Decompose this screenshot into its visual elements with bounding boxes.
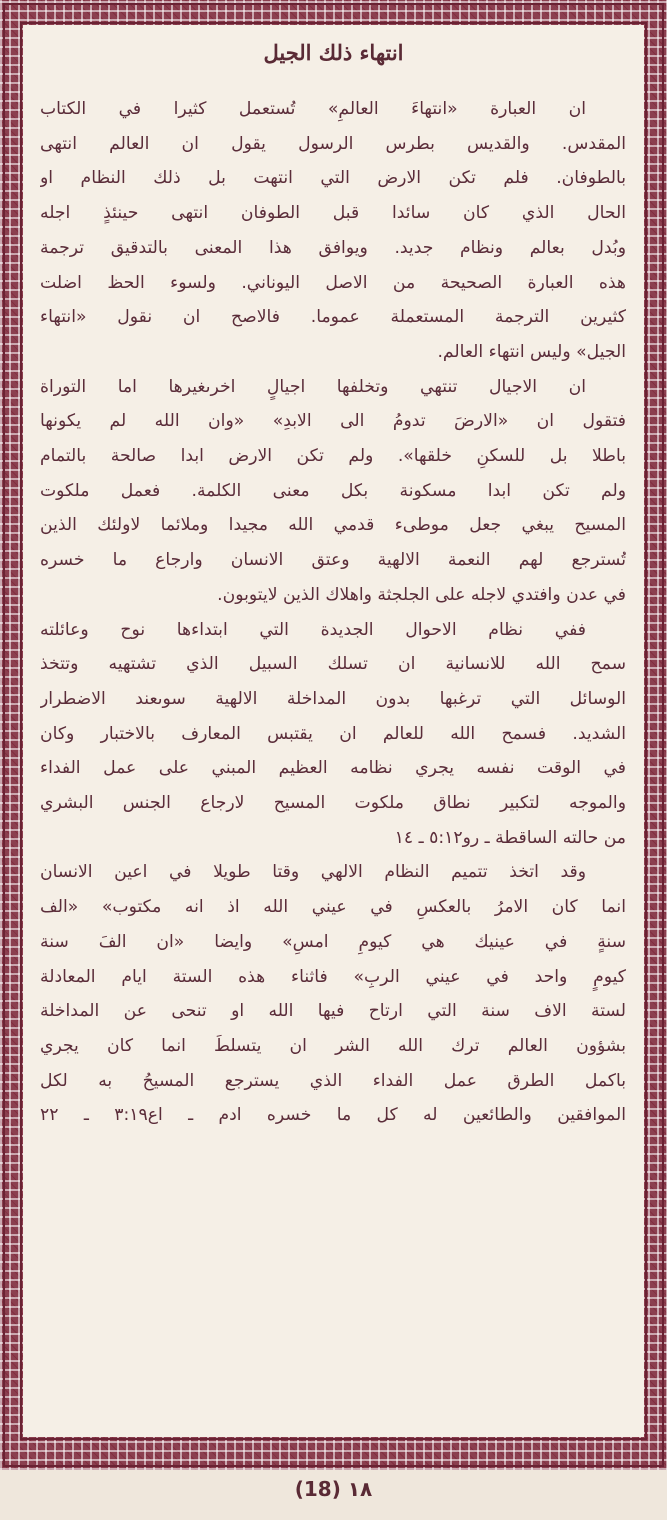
text-line: كيومٍ واحد في عيني الربِ» فاثناء هذه الستة ايام المعادلة — [40, 966, 626, 987]
text-line: انما كان الامرُ بالعكسِ في عيني الله اذ انه مكتوب» «الف — [40, 897, 626, 918]
text-line: من حالته الساقطة ـ رو٥:١٢ ـ ١٤ — [394, 827, 626, 848]
text-line: كثيرين الترجمة المستعملة عموما. فالاصح ان نقول «انتهاء — [40, 307, 626, 328]
text-line: الجيل» وليس انتهاء العالم. — [437, 341, 626, 362]
text-line: لستة الاف سنة التي ارتاح فيها الله او تنحى عن المداخلة — [40, 1001, 626, 1022]
text-line: وبُدل بعالم ونظام جديد. ويوافق هذا المعنى بالتدقيق ترجمة — [40, 237, 626, 258]
text-line: تُسترجع لهم النعمة الالهية وعتق الانسان وارجاع ما خسره — [40, 550, 626, 571]
text-line: في عدن وافتدي لاجله على الجلجثة واهلاك الذين لايتوبون. — [217, 584, 626, 605]
text-line: المسيح يبغي جعل موطىء قدمي الله مجيدا وملائما لاولئك الذين — [40, 515, 626, 536]
text-line: باكمل الطرق عمل الفداء الذي يسترجع المسيحُ به لكل — [40, 1070, 626, 1091]
text-line: سنةٍ في عينيك هي كيومِ امسِ» وايضا «ان الفَ سنة — [40, 931, 626, 952]
text-line: ففي نظام الاحوال الجديدة التي ابتداءها نوح وعائلته — [40, 619, 586, 640]
text-line: المقدس. والقديس بطرس الرسول يقول ان العالم انتهى — [40, 133, 626, 154]
text-line: ولم تكن ابدا مسكونة بكل معنى الكلمة. فعمل ملكوت — [40, 480, 626, 501]
text-line: الموافقين والطائعين له كل ما خسره ادم ـ اع٣:١٩ ـ ٢٢ — [40, 1105, 626, 1126]
text-line: وقد اتخذ تتميم النظام الالهي وقتا طويلا في اعين الانسان — [40, 862, 586, 883]
text-line: والموجه لتكبير نطاق ملكوت المسيح لارجاع الجنس البشري — [40, 793, 626, 814]
text-line: ان الاجيال تنتهي وتخلفها اجيالٍ اخرىغيرها اما التوراة — [40, 376, 586, 397]
text-line: باطلا بل للسكنِ خلقها». ولم تكن الارض ابدا صالحة بالتمام — [40, 446, 626, 467]
page-title: انتهاء ذلك الجيل — [263, 40, 404, 65]
text-line: بشؤون العالم ترك الله الشر ان يتسلطَ انما كان يجري — [40, 1035, 626, 1056]
text-line: سمح الله للانسانية ان تسلك السبيل الذي تشتهيه وتتخذ — [40, 654, 626, 675]
text-line: فتقول ان «الارضَ تدومُ الى الابدِ» «وان الله لم يكونها — [40, 411, 626, 432]
body-text — [40, 92, 626, 1133]
text-line: بالطوفان. فلم تكن الارض التي انتهت بل ذلك النظام او — [40, 168, 626, 189]
text-line: الشديد. فسمح الله للعالم ان يقتبس المعارف بالاختبار وكان — [40, 723, 626, 744]
text-line: ان العبارة «انتهاءَ العالمِ» تُستعمل كثيرا في الكتاب — [40, 99, 586, 119]
text-line: الحال الذي كان سائدا قبل الطوفان انتهى حينئذٍ اجله — [40, 203, 626, 224]
text-line: هذه العبارة الصحيحة من الاصل اليوناني. ولسوء الحظ اضلت — [40, 272, 626, 293]
page-number: (18) ١٨ — [294, 1477, 373, 1501]
text-line: الوسائل التي ترغبها بدون المداخلة الالهية سوىعند الاضطرار — [40, 688, 626, 709]
text-line: في الوقت نفسه يجري نظامه العظيم المبني على عمل الفداء — [40, 758, 626, 779]
